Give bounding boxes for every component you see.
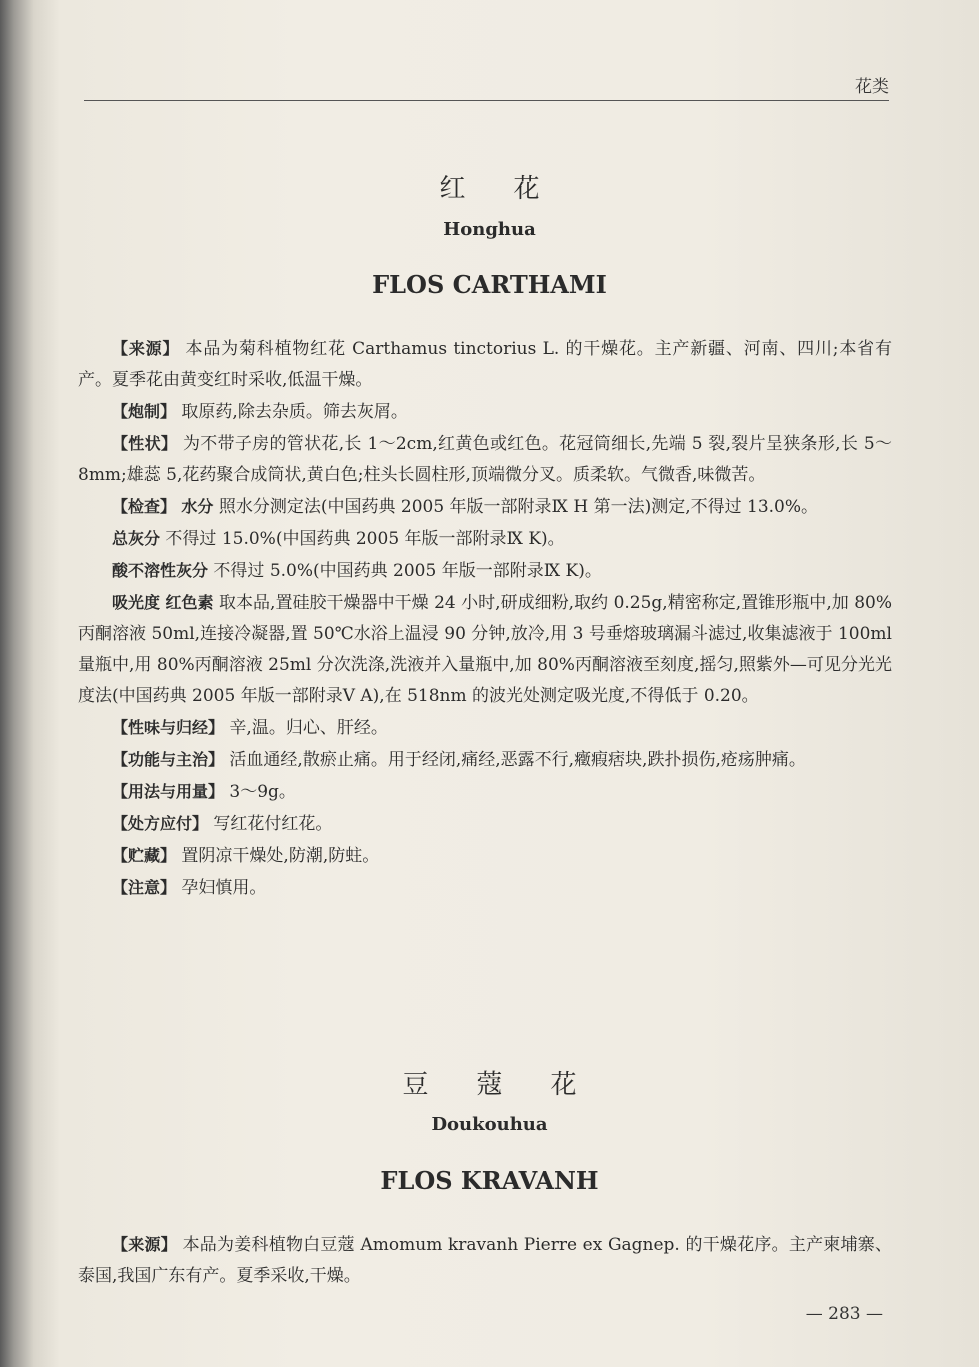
section-text: 置阴凉干燥处,防潮,防蛀。 — [181, 846, 380, 866]
page-number: — 283 — — [805, 1304, 883, 1324]
section-prescription — [78, 808, 892, 840]
subsection-label: 酸不溶性灰分 — [112, 561, 209, 580]
running-header — [84, 62, 889, 101]
section-label: 【功能与主治】 — [112, 750, 225, 769]
section-description — [78, 428, 892, 491]
section-text: 活血通经,散瘀止痛。用于经闭,痛经,恶露不行,癥瘕痞块,跌扑损伤,疮疡肿痛。 — [229, 750, 806, 770]
entry-title-latin: FLOS KRAVANH — [380, 1166, 599, 1195]
entry-title-chinese: 红花 — [439, 174, 588, 204]
section-label: 【炮制】 — [112, 402, 177, 421]
section-text: 不得过 15.0%(中国药典 2005 年版一部附录Ⅸ K)。 — [165, 529, 565, 549]
section-caution — [78, 872, 892, 904]
section-text: 不得过 5.0%(中国药典 2005 年版一部附录Ⅸ K)。 — [213, 561, 602, 581]
section-label: 【来源】 — [112, 339, 180, 358]
section-usage — [78, 776, 892, 808]
section-label: 【性状】 — [112, 434, 178, 453]
entry-title-pinyin: Doukouhua — [431, 1114, 548, 1135]
section-inspection — [78, 491, 892, 523]
section-source — [78, 1229, 892, 1292]
section-total-ash — [78, 523, 892, 555]
section-text: 为不带子房的管状花,长 1～2cm,红黄色或红色。花冠筒细长,先端 5 裂,裂片呈狭条形,长 5～8mm;雄蕊 5,花药聚合成筒状,黄白色;柱头长圆柱形,顶端微分叉。质柔软。气微香,味微苦。 — [78, 434, 892, 485]
section-text: 本品为姜科植物白豆蔻 Amomum kravanh Pierre ex Gagnep. 的干燥花序。主产柬埔寨、泰国,我国广东有产。夏季采收,干燥。 — [78, 1235, 892, 1286]
subsection-label: 总灰分 — [112, 529, 161, 548]
section-acid-insoluble-ash — [78, 555, 892, 587]
section-text: 3～9g。 — [229, 782, 296, 802]
section-label: 【用法与用量】 — [112, 782, 225, 801]
entry-body — [78, 333, 892, 904]
section-label: 【性味与归经】 — [112, 718, 225, 737]
section-text: 辛,温。归心、肝经。 — [229, 718, 388, 738]
section-storage — [78, 840, 892, 872]
subsection-label: 吸光度 — [112, 593, 161, 612]
section-text: 照水分测定法(中国药典 2005 年版一部附录Ⅸ H 第一法)测定,不得过 13.0%。 — [218, 497, 819, 517]
section-text: 取本品,置硅胶干燥器中干燥 24 小时,研成细粉,取约 0.25g,精密称定,置锥形瓶中,加 80%丙酮溶液 50ml,连接冷凝器,置 50℃水浴上温浸 90 分钟,放冷,用 3 号垂熔玻璃漏斗滤过,收集滤液于 100ml 量瓶中,用 80%丙酮溶液 25ml 分次洗涤,洗液并入量瓶中,加 80%丙酮溶液至刻度,摇匀,照紫外—可见分光光度法(中国药典 2005 年版一部附录Ⅴ A),在 518nm 的波光处测定吸光度,不得低于 0.20。 — [78, 593, 892, 706]
section-text: 孕妇慎用。 — [181, 878, 267, 898]
section-label: 【来源】 — [112, 1235, 177, 1254]
entry-body — [78, 1229, 892, 1292]
section-source — [78, 333, 892, 396]
section-absorbance — [78, 587, 892, 712]
subsection-label: 水分 — [181, 497, 214, 516]
section-label: 【贮藏】 — [112, 846, 177, 865]
section-label: 【处方应付】 — [112, 814, 209, 833]
entry-title-chinese: 豆蔻花 — [402, 1070, 625, 1100]
subsection-label: 红色素 — [165, 593, 214, 612]
section-text: 本品为菊科植物红花 Carthamus tinctorius L. 的干燥花。主产新疆、河南、四川;本省有产。夏季花由黄变红时采收,低温干燥。 — [78, 339, 892, 390]
section-processing — [78, 396, 892, 428]
section-text: 取原药,除去杂质。筛去灰屑。 — [181, 402, 408, 422]
section-function — [78, 744, 892, 776]
entry-title-pinyin: Honghua — [443, 219, 536, 240]
section-label: 【检查】 — [112, 497, 177, 516]
section-text: 写红花付红花。 — [213, 814, 333, 834]
entry-title-latin: FLOS CARTHAMI — [372, 270, 607, 299]
section-nature-meridian — [78, 712, 892, 744]
section-label: 【注意】 — [112, 878, 177, 897]
header-section-title: 花类 — [855, 77, 889, 97]
